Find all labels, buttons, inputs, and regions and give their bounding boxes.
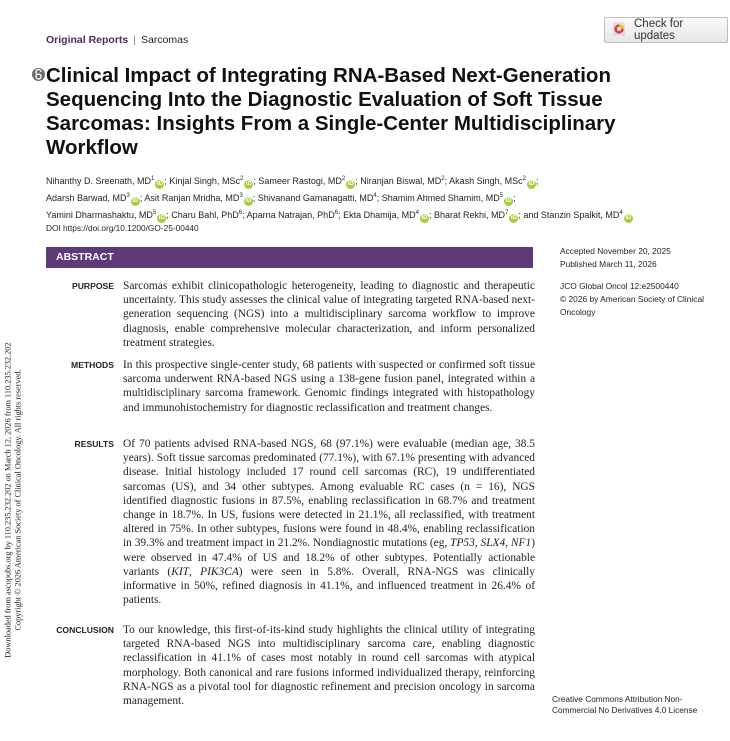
author-affiliation: 4 bbox=[619, 210, 623, 216]
author-separator: ; bbox=[164, 176, 170, 186]
author-separator: ; bbox=[139, 193, 145, 203]
section-label: METHODS bbox=[71, 360, 114, 370]
author-affiliation: 3 bbox=[239, 193, 243, 199]
author-separator: ; bbox=[166, 210, 172, 220]
author-affiliation: 5 bbox=[152, 210, 157, 216]
author-name[interactable]: Sameer Rastogi, MD bbox=[258, 176, 342, 186]
section-name[interactable]: Sarcomas bbox=[141, 34, 189, 46]
section-label: PURPOSE bbox=[71, 281, 114, 291]
orcid-icon[interactable]: iD bbox=[158, 215, 165, 221]
doi-link[interactable]: DOI https://doi.org/10.1200/GO-25-00440 bbox=[46, 223, 199, 233]
gene-name: NF1 bbox=[510, 537, 532, 550]
accepted-date: Accepted November 20, 2025 bbox=[560, 246, 671, 256]
download-notice-sidebar bbox=[0, 290, 26, 710]
gene-name: SLX4 bbox=[480, 537, 506, 550]
author-affiliation: 2 bbox=[341, 176, 346, 182]
author-separator: ; bbox=[252, 193, 258, 203]
author-separator: ; bbox=[535, 176, 539, 186]
article-header bbox=[46, 34, 188, 46]
author-name[interactable]: Ekta Dhamija, MD bbox=[343, 210, 416, 220]
author-separator: ; bbox=[444, 176, 450, 186]
author-name[interactable]: Nihanthy D. Sreenath, MD bbox=[46, 176, 152, 186]
author-name[interactable]: Akash Singh, MSc bbox=[449, 176, 523, 186]
orcid-icon[interactable]: iD bbox=[245, 181, 252, 187]
article-meta bbox=[560, 245, 710, 319]
author-affiliation: 6 bbox=[238, 210, 243, 216]
author-affiliation: 6 bbox=[334, 210, 339, 216]
report-type-link[interactable]: Original Reports bbox=[46, 34, 129, 46]
author-list bbox=[46, 172, 706, 223]
title-block bbox=[32, 64, 692, 160]
section-text: Of 70 patients advised RNA-based NGS, 68 (97.1%) were evaluable (median age, 38.5 years). Soft tissue sarcomas predominated (77.1%), with 67.1% presenting with advanced disease. Initial histology included 17 round cell sarcomas (RC), 19 undifferentiated sarcomas (US), and 34 other subtypes. Among evaluable RC cases (n = 16), NGS identified diagnostic fusions in 87.5%, enabling reclassification in 68.7% and treatment change in 18.7%. In US, fusions were detected in 21.1%, all reclassified, with treatment altered in 75%. In other subtypes, fusions were found in 48.4%, enabling reclassification in 39.3% and treatment impact in 21.2%. Nondiagnostic mutations (eg, TP53, SLX4, NF1) were observed in 47.4% of US and 18.2% of other subtypes. Potentially actionable variants (KIT, PIK3CA) were seen in 5.8%. Overall, RNA-NGS was clinically informative in 50%, refined diagnosis in 41.1%, and influenced treatment in 26.4% of patients. bbox=[123, 438, 536, 607]
article-title: Clinical Impact of Integrating RNA-Based Next-Generation Sequencing Into the Diagnostic Evaluation of Soft Tissue Sarcomas: Insights From a Single-Center Multidisciplinary Workflow bbox=[46, 64, 616, 159]
author-affiliation: 5 bbox=[499, 193, 504, 199]
author-name[interactable]: Niranjan Biswal, MD bbox=[360, 176, 442, 186]
author-affiliation: 1 bbox=[151, 176, 155, 182]
orcid-icon[interactable]: iD bbox=[245, 198, 252, 204]
author-separator: ; bbox=[355, 176, 361, 186]
author-affiliation: 2 bbox=[522, 176, 526, 182]
author-affiliation: 4 bbox=[373, 193, 377, 199]
orcid-icon[interactable]: iD bbox=[421, 215, 428, 221]
author-name[interactable]: Adarsh Barwad, MD bbox=[46, 193, 127, 203]
abstract-heading: ABSTRACT bbox=[46, 247, 533, 268]
orcid-icon[interactable]: iD bbox=[625, 215, 632, 221]
open-access-icon bbox=[32, 68, 45, 81]
author-separator: ; bbox=[513, 193, 516, 203]
section-text: To our knowledge, this first-of-its-kind study highlights the clinical utility of integrating targeted RNA-based NGS into multidisciplinary sarcoma care, enabling diagnostic reclassification in 41.1% of cases most notably in round cell sarcomas with atypical morphology. Both canonical and rare fusions informed individualized therapy, reinforcing RNA-NGS as a pivotal tool for diagnostic refinement and precision oncology in sarcoma management. bbox=[123, 624, 535, 708]
author-affiliation: 2 bbox=[239, 176, 244, 182]
author-affiliation: 7 bbox=[504, 210, 509, 216]
download-notice bbox=[4, 342, 23, 657]
author-separator: ; bbox=[428, 210, 434, 220]
published-date: Published March 11, 2026 bbox=[560, 259, 657, 269]
author-name[interactable]: Charu Bahl, PhD bbox=[171, 210, 239, 220]
gene-name: PIK3CA bbox=[200, 565, 239, 578]
license-notice[interactable]: Creative Commons Attribution Non-Commercial No Derivatives 4.0 License bbox=[552, 694, 698, 715]
author-name[interactable]: Kinjal Singh, MSc bbox=[169, 176, 240, 186]
download-notice-line2: Copyright © 2026 American Society of Clinical Oncology. All rights reserved. bbox=[13, 369, 22, 631]
author-separator: ; bbox=[253, 176, 259, 186]
author-separator: ; bbox=[242, 210, 247, 220]
orcid-icon[interactable]: iD bbox=[132, 198, 139, 204]
orcid-icon[interactable]: iD bbox=[528, 181, 535, 187]
orcid-icon[interactable]: iD bbox=[510, 215, 517, 221]
section-label: RESULTS bbox=[74, 439, 114, 449]
orcid-icon[interactable]: iD bbox=[505, 198, 512, 204]
author-name[interactable]: Yamini Dharmashaktu, MD bbox=[46, 210, 153, 220]
author-affiliation: 4 bbox=[415, 210, 419, 216]
author-affiliation: 2 bbox=[441, 176, 445, 182]
author-name[interactable]: Shamim Ahmed Shamim, MD bbox=[381, 193, 500, 203]
author-name[interactable]: Shivanand Gamanagatti, MD bbox=[257, 193, 374, 203]
journal-citation: JCO Global Oncol 12:e2500440 bbox=[560, 281, 679, 291]
check-for-updates-button[interactable] bbox=[604, 17, 728, 43]
crossmark-icon bbox=[611, 22, 627, 38]
gene-name: KIT bbox=[171, 565, 189, 578]
author-separator: ; and bbox=[518, 210, 541, 220]
section-text: Sarcomas exhibit clinicopathologic heterogeneity, leading to diagnostic and therapeutic uncertainty. This study assesses the clinical value of integrating targeted RNA-based next-generation sequencing (NGS) into a multidisciplinary sarcoma workflow to improve diagnosis, enable comprehensive molecular characterization, and inform personalized treatment strategies. bbox=[123, 280, 535, 349]
gene-name: TP53 bbox=[450, 537, 475, 550]
author-name[interactable]: Asit Ranjan Mridha, MD bbox=[144, 193, 240, 203]
orcid-icon[interactable]: iD bbox=[156, 181, 163, 187]
author-separator: ; bbox=[376, 193, 382, 203]
header-separator: | bbox=[133, 34, 136, 46]
author-affiliation: 3 bbox=[126, 193, 130, 199]
check-for-updates-label: Check for updates bbox=[634, 18, 684, 42]
copyright-notice: © 2026 by American Society of Clinical Oncology bbox=[560, 294, 704, 317]
orcid-icon[interactable]: iD bbox=[347, 181, 354, 187]
author-separator: ; bbox=[338, 210, 344, 220]
section-label: CONCLUSION bbox=[56, 625, 114, 635]
author-name[interactable]: Aparna Natrajan, PhD bbox=[246, 210, 335, 220]
section-text: In this prospective single-center study, 68 patients with suspected or confirmed soft tissue sarcoma underwent RNA-based NGS using a 138-gene fusion panel, integrated within a multidisciplinary sarcoma framework. Genomic findings integrated with histopathology and immunohistochemistry for diagnostic reclassification and treatment changes. bbox=[123, 359, 535, 414]
author-name[interactable]: Bharat Rekhi, MD bbox=[433, 210, 505, 220]
author-name[interactable]: Stanzin Spalkit, MD bbox=[540, 210, 620, 220]
download-notice-line1: Downloaded from ascopubs.org by 110.235.232.202 on March 12, 2026 from 110.235.232.202 bbox=[3, 342, 13, 658]
